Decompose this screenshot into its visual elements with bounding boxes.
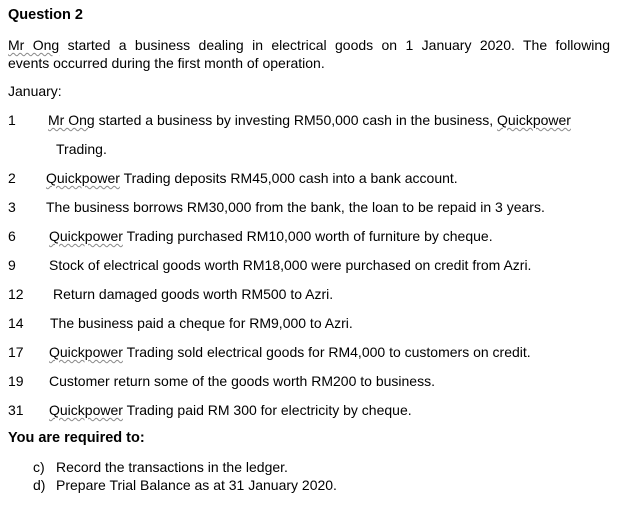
event-day: 1 [8,112,16,128]
event-day: 12 [8,286,24,302]
task-text: Record the transactions in the ledger. [56,459,288,475]
event-line [46,170,458,186]
task-marker: d) [33,477,46,493]
event-day: 17 [8,344,24,360]
event-text: The business paid a cheque for RM9,000 to Azri. [50,315,353,331]
event-text: Trading deposits RM45,000 cash into a bank account. [123,170,458,186]
event-text: Trading paid RM 300 for electricity by cheque. [126,402,412,418]
question-title: Question 2 [8,7,83,23]
event-line [50,315,353,331]
event-line [53,286,333,302]
owner-name: Mr Ong [48,112,95,128]
task-text: Prepare Trial Balance as at 31 January 2020. [56,477,337,493]
event-text: Return damaged goods worth RM500 to Azri. [53,286,334,302]
event-day: 6 [8,228,16,244]
company-name: Quickpower [49,402,123,418]
event-text: Trading sold electrical goods for RM4,000 to customers on credit. [126,344,531,360]
event-day: 31 [8,402,24,418]
event-day: 2 [8,170,16,186]
task-marker: c) [33,459,45,475]
company-name: Quickpower [497,112,571,128]
company-name: Quickpower [49,228,123,244]
event-line [49,373,435,389]
event-day: 14 [8,315,24,331]
event-text: Trading purchased RM10,000 worth of furniture by cheque. [126,228,493,244]
event-line [46,199,545,215]
event-text: started a business by investing RM50,000 cash in the business, [98,112,494,128]
event-day: 3 [8,199,16,215]
event-text: Customer return some of the goods worth RM200 to business. [49,373,435,389]
required-heading: You are required to: [8,430,145,446]
owner-name: Mr Ong [8,37,60,53]
event-line [49,402,412,418]
intro-line-1-text: started a business dealing in electrical goods on 1 January 2020. The following [67,37,610,53]
event-day: 19 [8,373,24,389]
event-1-continuation: Trading. [56,141,107,157]
event-text: The business borrows RM30,000 from the bank, the loan to be repaid in 3 years. [46,199,545,215]
intro-line-1 [8,37,610,53]
event-line [49,344,531,360]
event-line [49,257,531,273]
event-text: Stock of electrical goods worth RM18,000 were purchased on credit from Azri. [49,257,532,273]
event-day: 9 [8,257,16,273]
company-name: Quickpower [46,170,120,186]
company-name: Quickpower [49,344,123,360]
event-line [49,228,493,244]
month-label: January: [8,83,62,99]
event-1-line-1 [48,112,571,128]
intro-line-2: events occurred during the first month of operation. [8,55,325,71]
